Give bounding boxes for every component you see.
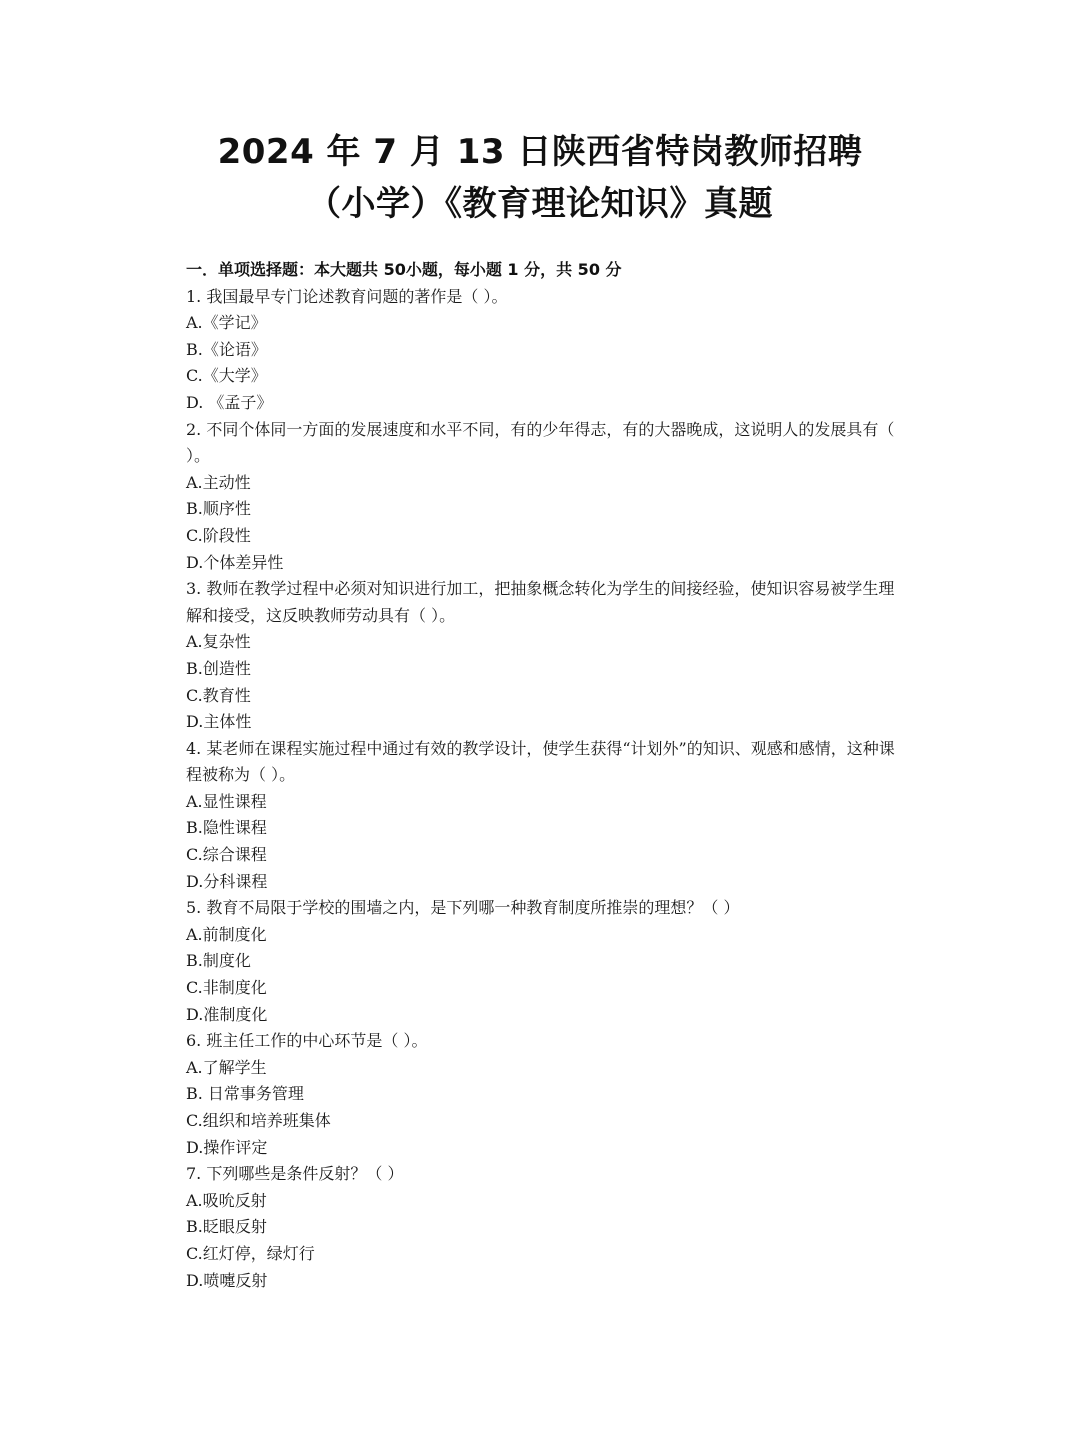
question-7-option-a: A.吸吮反射	[186, 1190, 267, 1210]
question-7-option-c: C.红灯停，绿灯行	[186, 1243, 315, 1263]
question-6-option-c: C.组织和培养班集体	[186, 1111, 331, 1130]
question-4-option-c: C.综合课程	[186, 845, 267, 865]
question-1-text: 1. 我国最早专门论述教育问题的著作是（ ）。	[186, 286, 508, 306]
question-3-text: 3. 教师在教学过程中必须对知识进行加工，把抽象概念转化为学生的间接经验，使知识容易被学生理解和接受，这反映教师劳动具有（ ）。	[186, 579, 895, 625]
question-4-text: 4. 某老师在课程实施过程中通过有效的教学设计，使学生获得“计划外”的知识、观感和感情，这种课程被称为（ ）。	[186, 738, 895, 785]
page-title-line1: 2024 年 7 月 13 日陕西省特岗教师招聘	[217, 132, 863, 172]
question-4-option-d: D.分科课程	[186, 871, 268, 891]
question-5-option-c: C.非制度化	[186, 978, 267, 998]
page-title-line2: （小学）《教育理论知识》真题	[307, 184, 773, 224]
question-6-option-d: D.操作评定	[186, 1137, 268, 1157]
question-7-option-b: B.眨眼反射	[186, 1217, 267, 1237]
question-7-option-d: D.喷嚏反射	[186, 1270, 268, 1290]
question-5-option-b: B.制度化	[186, 951, 251, 971]
question-2-text: 2. 不同个体同一方面的发展速度和水平不同，有的少年得志，有的大器晚成，这说明人的发展具有（ ）。	[186, 419, 895, 466]
question-1-option-d: D. 《孟子》	[186, 392, 273, 412]
question-2-option-a: A.主动性	[186, 472, 251, 492]
question-6-option-b: B. 日常事务管理	[186, 1084, 304, 1104]
question-6-text: 6. 班主任工作的中心环节是（ ）。	[186, 1031, 428, 1051]
question-list	[186, 257, 906, 1294]
question-5-option-a: A.前制度化	[186, 924, 267, 944]
question-1-option-a: A.《学记》	[186, 313, 267, 333]
question-2-option-d: D.个体差异性	[186, 552, 284, 572]
question-5-option-d: D.准制度化	[186, 1004, 268, 1024]
question-4-option-a: A.显性课程	[186, 791, 267, 811]
question-1-option-b: B.《论语》	[186, 339, 267, 359]
section-heading: 一．单项选择题：本大题共 50小题，每小题 1 分，共 50 分	[186, 260, 622, 279]
question-3-option-d: D.主体性	[186, 712, 252, 732]
question-6-option-a: A.了解学生	[186, 1057, 267, 1077]
question-4-option-b: B.隐性课程	[186, 818, 267, 838]
question-2-option-b: B.顺序性	[186, 499, 251, 519]
question-7-text: 7. 下列哪些是条件反射？（ ）	[186, 1164, 404, 1184]
question-2-option-c: C.阶段性	[186, 525, 251, 545]
question-1-option-c: C.《大学》	[186, 366, 267, 386]
question-3-option-a: A.复杂性	[186, 632, 251, 652]
question-5-text: 5. 教育不局限于学校的围墙之内，是下列哪一种教育制度所推崇的理想？（ ）	[186, 898, 740, 918]
question-3-option-c: C.教育性	[186, 685, 251, 705]
question-3-option-b: B.创造性	[186, 658, 251, 678]
